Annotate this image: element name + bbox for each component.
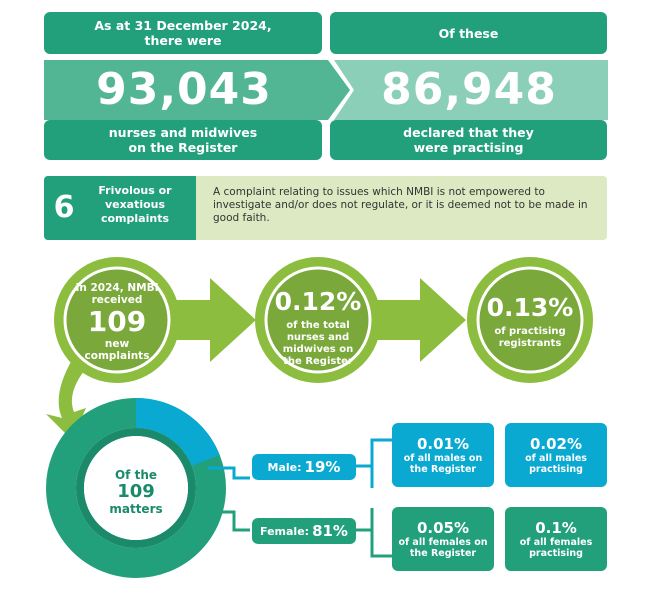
male-practising-pct: 0.02% (529, 435, 583, 453)
flow-arrow-1 (176, 278, 256, 362)
received-number: 109 (87, 305, 147, 338)
complaint-description: A complaint relating to issues which NMBI is not empowered to investigate and/or does not regulate, or it is deemed not to be made in good faith. (213, 186, 588, 224)
female-practising-stat (505, 507, 607, 571)
complaint-number: 6 (53, 190, 75, 225)
female-register-pct: 0.05% (416, 519, 470, 537)
female-practising-text: of all females practising (519, 537, 593, 559)
practising-footer-text: declared that they were practising (403, 125, 534, 155)
practising-pct-value: 0.13% (486, 293, 574, 322)
practising-number: 86,948 (381, 64, 557, 115)
female-register-text: of all females on the Register (398, 537, 488, 559)
flow-arrow-2 (376, 278, 466, 362)
male-practising-stat (505, 423, 607, 487)
practising-header-text: Of these (438, 25, 499, 41)
male-share-box (252, 454, 356, 480)
female-practising-pct: 0.1% (535, 519, 577, 537)
male-bracket (356, 440, 392, 488)
received-label: In 2024, NMBI received (75, 282, 159, 306)
male-label: Male: (267, 460, 302, 474)
female-pct: 81% (312, 522, 348, 540)
donut-label-bottom: matters (109, 502, 163, 516)
male-practising-text: of all males practising (525, 453, 587, 475)
practising-pct-text: of practising registrants (494, 326, 566, 349)
total-pct-value: 0.12% (274, 287, 362, 316)
registered-header-text: As at 31 December 2024, there were (94, 18, 272, 48)
male-register-pct: 0.01% (416, 435, 470, 453)
donut-number: 109 (117, 481, 155, 502)
registered-number: 93,043 (96, 64, 272, 115)
received-sublabel: new complaints (84, 338, 150, 362)
female-label: Female: (260, 524, 310, 538)
total-pct-text: of the total nurses and midwives on the Register (282, 320, 354, 367)
female-share-box (252, 518, 356, 544)
female-bracket (356, 508, 392, 556)
female-register-stat (392, 507, 494, 571)
male-register-stat (392, 423, 494, 487)
male-pct: 19% (304, 458, 341, 476)
complaint-label: Frivolous or vexatious complaints (98, 184, 172, 225)
male-register-text: of all males on the Register (403, 453, 483, 475)
registered-footer-text: nurses and midwives on the Register (108, 125, 258, 155)
donut-label-top: Of the (114, 468, 158, 482)
